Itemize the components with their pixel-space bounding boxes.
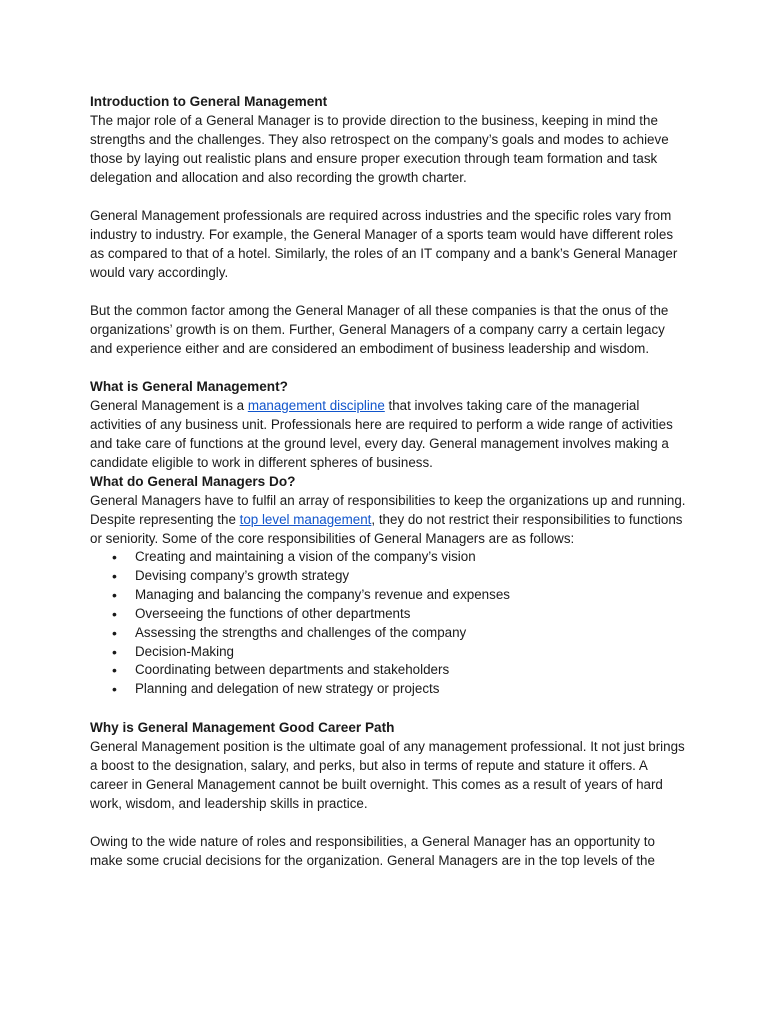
paragraph-intro-role: The major role of a General Manager is to provide direction to the business, keeping in mind the strengths and the challenges. They also retrospect on the company’s goals and modes to achieve those by laying out realistic plans and ensure proper execution through team formation and task delegation and allocation and also recording the growth charter. — [90, 113, 669, 185]
paragraph-career-decisions: Owing to the wide nature of roles and responsibilities, a General Manager has an opportunity to make some crucial decisions for the organization. General Managers are in the top levels of the — [90, 834, 655, 869]
section-heading-what-is: What is General Management? — [90, 379, 288, 394]
list-item: • Planning and delegation of new strategy or projects — [90, 680, 686, 699]
section-heading-career-path: Why is General Management Good Career Path — [90, 720, 395, 736]
text-fragment: that involves taking care of the managerial activities of any business unit. Professionals here are required to perform a wide range of activities and take care of functions at the ground level, every day. General management involves making a candidate eligible to work in different spheres of business. — [90, 398, 673, 470]
paragraph-intro-common-factor: But the common factor among the General Manager of all these companies is that the onus of the organizations’ growth is on them. Further, General Managers of a company carry a certain legacy and experience either and are considered an embodiment of business leadership and wisdom. — [90, 303, 669, 356]
document-page — [90, 92, 686, 870]
list-item: • Creating and maintaining a vision of the company’s vision — [90, 548, 686, 567]
list-item: • Assessing the strengths and challenges of the company — [90, 624, 686, 643]
list-item: • Coordinating between departments and stakeholders — [90, 661, 686, 680]
list-item: • Managing and balancing the company’s revenue and expenses — [90, 586, 686, 605]
management-discipline-link[interactable]: management discipline — [247, 398, 385, 413]
paragraph-intro-industries: General Management professionals are required across industries and the specific roles vary from industry to industry. For example, the General Manager of a sports team would have different roles as compared to that of a hotel. Similarly, the roles of an IT company and a bank’s General Manager would vary accordingly. — [90, 208, 678, 280]
text-fragment: General Managers have to fulfil an array of responsibilities to keep the organizations up and running. Despite representing the — [90, 493, 686, 527]
paragraph-spacer — [90, 358, 686, 377]
list-item: • Decision-Making — [90, 643, 686, 662]
paragraph-spacer — [90, 282, 686, 301]
paragraph-career-goal: General Management position is the ultimate goal of any management professional. It not just brings a boost to the designation, salary, and perks, but also in terms of repute and stature it offers. A career in General Management cannot be built overnight. This comes as a result of years of hard work, wisdom, and leadership skills in practice. — [90, 739, 685, 812]
text-fragment: General Management is a — [90, 398, 248, 413]
paragraph-spacer — [90, 813, 686, 832]
responsibilities-list — [90, 548, 686, 699]
list-item: • Overseeing the functions of other departments — [90, 605, 686, 624]
section-heading-what-do: What do General Managers Do? — [90, 474, 296, 489]
paragraph-spacer — [90, 187, 686, 206]
paragraph-what-do — [90, 491, 686, 548]
section-heading-introduction: Introduction to General Management — [90, 94, 328, 109]
text-fragment: , they do not restrict their responsibilities to functions or seniority. Some of the core responsibilities of General Managers are as follows: — [90, 512, 683, 546]
paragraph-what-is — [90, 396, 686, 472]
top-level-management-link[interactable]: top level management — [239, 512, 372, 527]
paragraph-spacer — [90, 699, 686, 718]
list-item: • Devising company’s growth strategy — [90, 567, 686, 586]
